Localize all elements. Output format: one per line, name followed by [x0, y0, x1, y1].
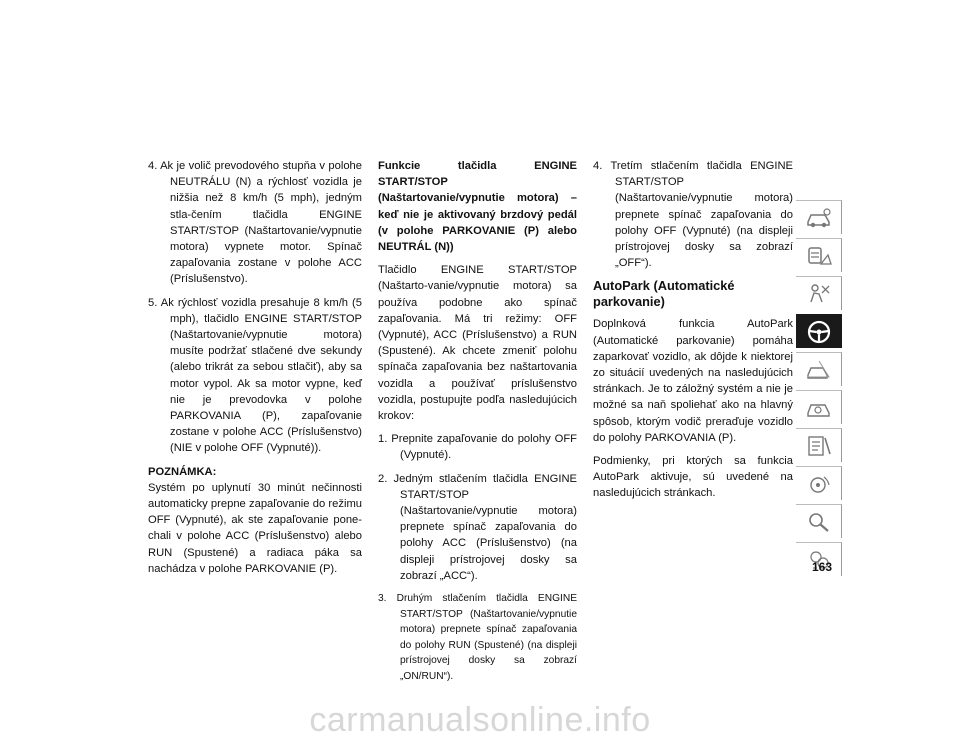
middle-column — [378, 158, 577, 691]
warning-lights-icon — [805, 244, 833, 268]
autopark-heading: AutoPark (Automatické parkovanie) — [593, 278, 735, 310]
list-item-4: 4. Ak je volič prevodového stupňa v polohe NEUTRÁLU (N) a rýchlosť vozidla je nižšia než 8 km/h (5 mph), jedným stla-čením tlačidla ENGINE START/STOP (Naštartovanie/vypnutie motora) vypnete motor. Spínač zapaľovania zostane v polohe ACC (Príslušenstvo). — [148, 160, 362, 286]
tab-warning-lights[interactable] — [796, 238, 842, 272]
tab-starting-operating[interactable] — [796, 314, 842, 348]
vehicle-service-icon — [805, 396, 833, 420]
tab-car-info[interactable] — [796, 200, 842, 234]
multimedia-icon — [805, 472, 833, 496]
step-4: 4. Tretím stlačením tlačidla ENGINE START/STOP (Naštartovanie/vypnutie motora) prepnete spínač zapaľovania do polohy OFF (Vypnuté) (na displeji prístrojovej dosky sa zobrazí „OFF“). — [593, 160, 793, 270]
car-info-icon — [805, 206, 833, 230]
tab-service[interactable] — [796, 390, 842, 424]
tab-safety[interactable] — [796, 276, 842, 310]
autopark-paragraph-1: Doplnková funkcia AutoPark (Automatické parkovanie) pomáha zaparkovať vozidlo, ak dôjde k niektorej zo situácií uvedených na nasledujúcich stránkach. Je to záložný systém a nie je možné sa naň spoliehať ako na hlavný spôsob, ktorým vodič preraďuje vozidlo do polohy PARKOVANIA (P). — [593, 318, 793, 444]
airbag-safety-icon — [805, 282, 833, 306]
index-search-icon — [805, 510, 833, 534]
step-3: 3. Druhým stlačením tlačidla ENGINE START/STOP (Naštartovanie/vypnutie motora) prepnete spínač zapaľovania do polohy RUN (Spustené) (na displeji prístrojovej dosky sa zobrazí „ON/RUN“). — [378, 593, 577, 682]
page-number: 163 — [811, 560, 832, 574]
step-1: 1. Prepnite zapaľovanie do polohy OFF (Vypnuté). — [378, 433, 577, 462]
autopark-paragraph-2: Podmienky, pri ktorých sa funkcia AutoPark aktivuje, sú uvedené na nasledujúcich stránkach. — [593, 455, 793, 500]
section-heading-start-stop: Funkcie tlačidla ENGINE START/STOP (Naštartovanie/vypnutie motora) – keď nie je aktivovaný brzdový pedál (v polohe PARKOVANIE (P) alebo NEUTRÁL (N)) — [378, 160, 577, 254]
right-column — [593, 158, 793, 509]
note-title: POZNÁMKA: — [148, 465, 217, 478]
chapter-tabs — [796, 200, 842, 580]
roadside-emergency-icon — [805, 358, 833, 382]
tab-emergency[interactable] — [796, 352, 842, 386]
left-column — [148, 158, 362, 584]
maintenance-icon — [805, 434, 833, 458]
tab-maintenance[interactable] — [796, 428, 842, 462]
steering-wheel-icon — [805, 320, 833, 344]
tab-multimedia[interactable] — [796, 466, 842, 500]
watermark: carmanualsonline.info — [309, 701, 651, 739]
list-item-5: 5. Ak rýchlosť vozidla presahuje 8 km/h (5 mph), tlačidlo ENGINE START/STOP (Naštartovanie/vypnutie motora) musíte podržať stlačené dve sekundy (alebo trikrát za sebou stlačiť), aby sa motor vypol. Ak sa motor vypne, keď nie je prevodovka v polohe PARKOVANIA (P), zapaľovanie zostane v polohe ACC (Príslušenstvo) (NIE v polohe OFF (Vypnuté)). — [148, 296, 362, 455]
tab-index[interactable] — [796, 504, 842, 538]
note-text: Systém po uplynutí 30 minút nečinnosti automaticky prepne zapaľovanie do režimu OFF (Vypnuté), ak ste zapaľovanie pone-chali v polohe ACC (Príslušenstvo) alebo RUN (Spustené) a radiaca páka sa nachádza v polohe PARKOVANIE (P). — [148, 481, 362, 575]
step-2: 2. Jedným stlačením tlačidla ENGINE START/STOP (Naštartovanie/vypnutie motora) prepnete spínač zapaľovania do polohy ACC (Príslušenstvo) (na displeji prístrojovej dosky sa zobrazí „ACC“). — [378, 472, 577, 582]
intro-paragraph: Tlačidlo ENGINE START/STOP (Naštarto-vanie/vypnutie motora) sa používa podobne ako spínač zapaľovania. Má tri režimy: OFF (Vypnuté), ACC (Príslušenstvo) a RUN (Spustené). Ak chcete zmeniť polohu spínača zapaľovania bez naštartovania vozidla a používať príslušenstvo vozidla, postupujte podľa nasledujúcich krokov: — [378, 264, 577, 423]
